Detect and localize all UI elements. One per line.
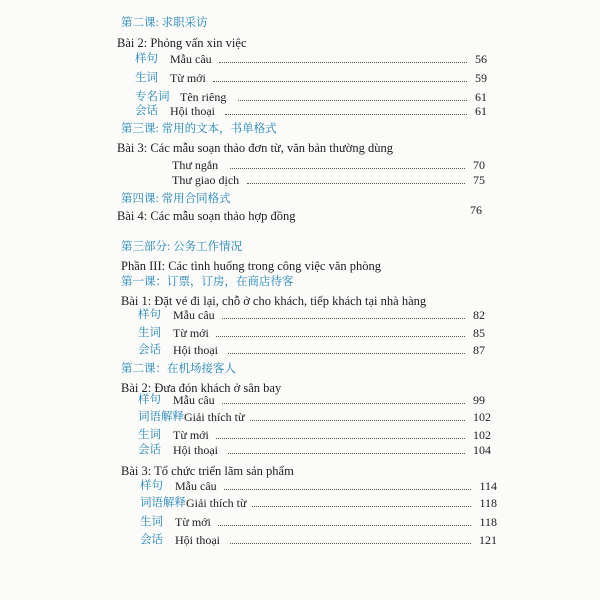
toc-label: Từ mới: [173, 428, 209, 442]
toc-label: Hội thoại: [173, 343, 218, 357]
toc-entry: [138, 307, 485, 323]
dot-leader: [247, 183, 465, 184]
toc-label: Thư ngắn: [172, 158, 219, 172]
toc-tag: 生词: [138, 327, 161, 339]
toc-tag: 生词: [140, 516, 163, 528]
dot-leader: [222, 318, 465, 319]
page-number: 70: [473, 158, 485, 172]
dot-leader: [230, 168, 465, 169]
dot-leader: [216, 336, 465, 337]
dot-leader: [213, 81, 467, 82]
toc-tag: 会话: [135, 105, 158, 117]
toc-tag: 生词: [138, 429, 161, 441]
dot-leader: [222, 403, 465, 404]
page-number: 61: [475, 104, 487, 118]
toc-entry: [135, 103, 487, 119]
page-number: 118: [479, 496, 497, 510]
dot-leader: [224, 489, 471, 490]
dot-leader: [219, 62, 467, 63]
page-number: 114: [479, 479, 497, 493]
toc-entry: [135, 51, 487, 67]
lesson-heading: 第二课: 求职采访: [121, 17, 208, 29]
toc-label: Hội thoại: [170, 104, 215, 118]
toc-label: Mẫu câu: [175, 479, 217, 493]
dot-leader: [238, 100, 467, 101]
lesson-heading: 第二课：在机场接客人: [121, 363, 236, 375]
page-number: 56: [475, 52, 487, 66]
dot-leader: [225, 114, 467, 115]
toc-label: Mẫu câu: [173, 308, 215, 322]
dot-leader: [218, 525, 471, 526]
page-number: 76: [470, 203, 482, 217]
page-number: 121: [479, 533, 497, 547]
page-number: 82: [473, 308, 485, 322]
lesson-title: Bài 3: Tổ chức triển lãm sản phẩm: [121, 464, 294, 478]
toc-entry: [140, 495, 497, 511]
toc-label: Tên riêng: [180, 90, 227, 104]
page-number: 104: [473, 443, 491, 457]
toc-entry: [172, 157, 485, 173]
page-number: 85: [473, 326, 485, 340]
toc-tag: 专名词: [135, 91, 170, 103]
dot-leader: [228, 353, 465, 354]
page-number: 99: [473, 393, 485, 407]
toc-tag: 生词: [135, 72, 158, 84]
toc-tag: 样句: [138, 309, 161, 321]
toc-tag: 会话: [138, 344, 161, 356]
toc-tag: 会话: [138, 444, 161, 456]
page-number: 87: [473, 343, 485, 357]
toc-entry: [138, 409, 491, 425]
toc-entry: [140, 514, 497, 530]
toc-tag: 样句: [140, 480, 163, 492]
toc-entry: [138, 427, 491, 443]
toc-tag: 词语解释: [138, 411, 184, 423]
toc-entry: [140, 478, 497, 494]
lesson-title: Bài 2: Phỏng vấn xin việc: [117, 36, 247, 50]
toc-tag: 样句: [135, 53, 158, 65]
toc-label: Từ mới: [175, 515, 211, 529]
lesson-title: Bài 4: Các mẫu soạn thảo hợp đồng: [117, 209, 296, 223]
toc-label: Giải thích từ: [184, 410, 245, 424]
page-number: 102: [473, 410, 491, 424]
toc-label: Từ mới: [173, 326, 209, 340]
lesson-heading: 第一课：订票，订房，在商店待客: [121, 276, 294, 288]
lesson-title: Bài 3: Các mẫu soạn thảo đơn từ, văn bản thường dùng: [117, 141, 394, 155]
dot-leader: [216, 438, 465, 439]
dot-leader: [228, 453, 465, 454]
toc-tag: 词语解释: [140, 497, 186, 509]
toc-entry: [138, 392, 485, 408]
lesson-title: Bài 2: Đưa đón khách ở sân bay: [121, 381, 282, 395]
toc-label: Giải thích từ: [186, 496, 247, 510]
toc-entry: [138, 342, 485, 358]
page-number: 59: [475, 71, 487, 85]
toc-label: Thư giao dịch: [172, 173, 240, 187]
dot-leader: [230, 543, 471, 544]
page-number: 61: [475, 90, 487, 104]
toc-entry: [172, 172, 485, 188]
toc-entry: [140, 532, 497, 548]
toc-entry: [138, 442, 491, 458]
dot-leader: [252, 506, 471, 507]
toc-label: Hội thoại: [175, 533, 220, 547]
page-number: 75: [473, 173, 485, 187]
dot-leader: [250, 420, 465, 421]
toc-entry: [138, 325, 485, 341]
toc-tag: 样句: [138, 394, 161, 406]
toc-tag: 会话: [140, 534, 163, 546]
part-heading: 第三部分: 公务工作情况: [121, 241, 243, 253]
part-title: Phần III: Các tình huống trong công việc văn phòng: [121, 259, 382, 273]
toc-label: Từ mới: [170, 71, 206, 85]
toc-label: Mẫu câu: [173, 393, 215, 407]
page-number: 102: [473, 428, 491, 442]
lesson-heading: 第三课: 常用的文本，书单格式: [121, 123, 277, 135]
lesson-title: Bài 1: Đặt vé đi lại, chỗ ở cho khách, tiếp khách tại nhà hàng: [121, 294, 427, 308]
page-number: 118: [479, 515, 497, 529]
toc-label: Hội thoại: [173, 443, 218, 457]
toc-entry: [135, 70, 487, 86]
toc-label: Mẫu câu: [170, 52, 212, 66]
lesson-heading: 第四课: 常用合同格式: [121, 193, 231, 205]
